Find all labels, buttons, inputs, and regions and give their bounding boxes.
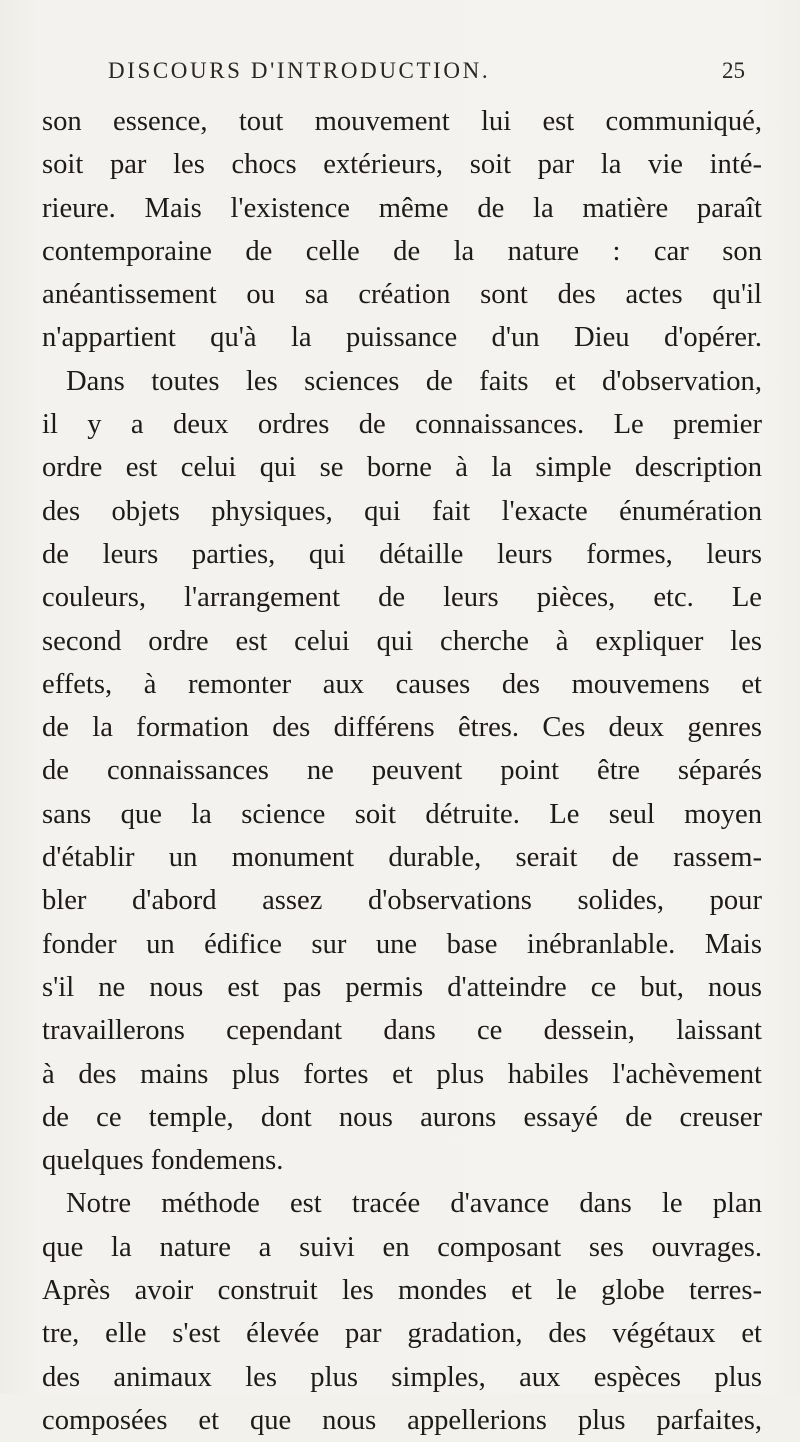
text-line: composées et que nous appellerions plus parfaites, <box>42 1404 762 1436</box>
running-title: DISCOURS D'INTRODUCTION. <box>108 58 491 83</box>
text-line: Après avoir construit les mondes et le globe terres- <box>42 1275 762 1307</box>
text-line: des animaux les plus simples, aux espèces plus <box>42 1361 762 1393</box>
text-line: s'il ne nous est pas permis d'atteindre ce but, nous <box>42 971 762 1003</box>
text-line: il y a deux ordres de connaissances. Le premier <box>42 409 762 441</box>
text-line: couleurs, l'arrangement de leurs pièces, etc. Le <box>42 582 762 614</box>
text-line: Notre méthode est tracée d'avance dans le plan <box>66 1188 762 1220</box>
text-line: rieure. Mais l'existence même de la matière paraît <box>42 192 762 224</box>
text-line: quelques fondemens. <box>42 1145 284 1177</box>
text-line: son essence, tout mouvement lui est communiqué, <box>42 106 762 137</box>
text-line: contemporaine de celle de la nature : car son <box>42 235 762 267</box>
body-text <box>42 100 762 1442</box>
text-line: des objets physiques, qui fait l'exacte énumération <box>42 495 762 527</box>
page-number: 25 <box>722 58 745 83</box>
text-line: ordre est celui qui se borne à la simple description <box>42 452 762 484</box>
text-line: de la formation des différens êtres. Ces deux genres <box>42 712 762 744</box>
text-line: de leurs parties, qui détaille leurs formes, leurs <box>42 538 762 570</box>
text-line: d'établir un monument durable, serait de rassem- <box>42 842 762 874</box>
text-line: à des mains plus fortes et plus habiles l'achèvement <box>42 1058 762 1090</box>
text-line: anéantissement ou sa création sont des actes qu'il <box>42 279 762 311</box>
text-line: tre, elle s'est élevée par gradation, des végétaux et <box>42 1318 762 1350</box>
text-line: sans que la science soit détruite. Le seul moyen <box>42 798 762 830</box>
text-line: soit par les chocs extérieurs, soit par la vie inté- <box>42 149 762 181</box>
running-head <box>0 58 800 90</box>
text-line: de ce temple, dont nous aurons essayé de creuser <box>42 1101 762 1133</box>
text-line: n'appartient qu'à la puissance d'un Dieu d'opérer. <box>42 322 762 354</box>
text-line: bler d'abord assez d'observations solides, pour <box>42 885 762 917</box>
text-line: Dans toutes les sciences de faits et d'observation, <box>66 365 762 397</box>
text-line: effets, à remonter aux causes des mouvemens et <box>42 668 762 700</box>
text-line: que la nature a suivi en composant ses ouvrages. <box>42 1231 762 1263</box>
text-line: de connaissances ne peuvent point être séparés <box>42 755 762 787</box>
text-line: second ordre est celui qui cherche à expliquer les <box>42 625 762 657</box>
text-line: fonder un édifice sur une base inébranlable. Mais <box>42 928 762 960</box>
text-line: travaillerons cependant dans ce dessein, laissant <box>42 1015 762 1047</box>
